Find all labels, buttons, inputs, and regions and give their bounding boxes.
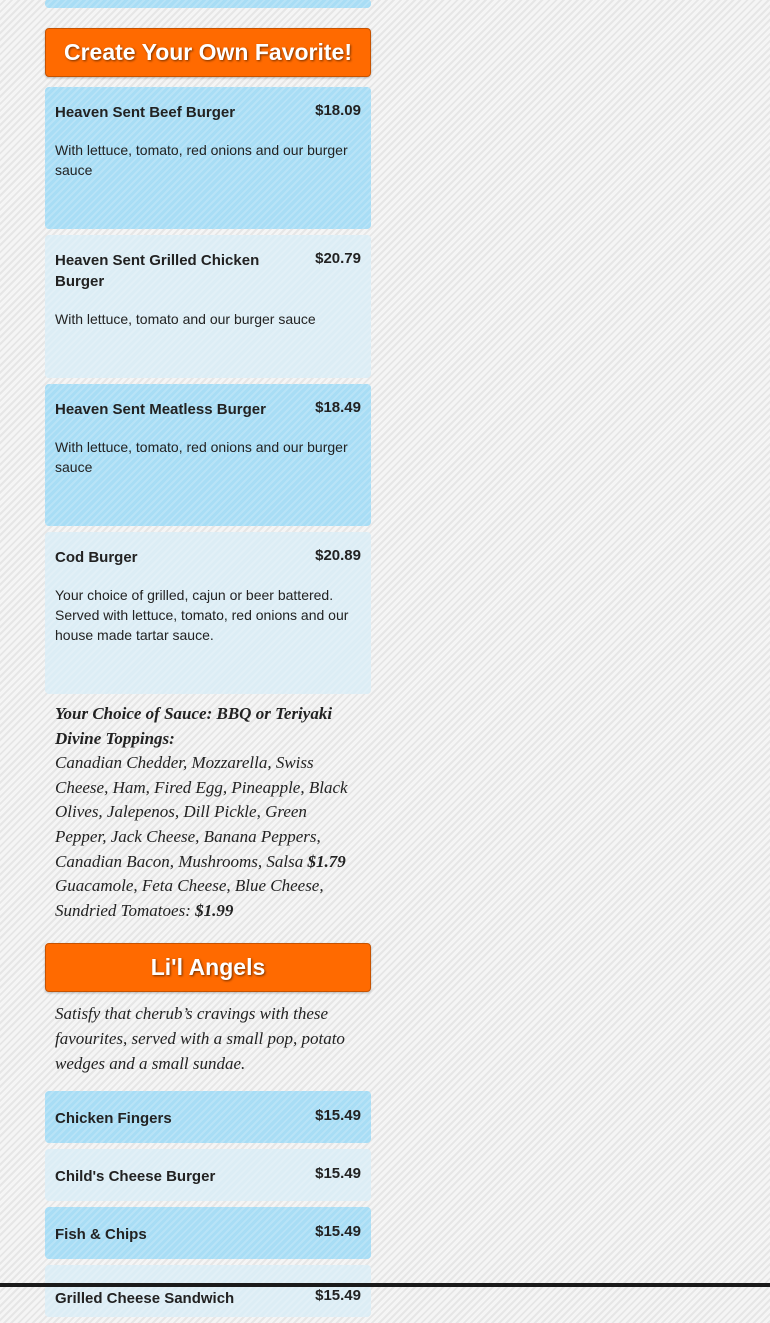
- menu-item-price: $18.49: [315, 399, 361, 416]
- menu-item-name: Grilled Cheese Sandwich: [55, 1290, 235, 1308]
- menu-item-name: Chicken Fingers: [55, 1110, 172, 1128]
- menu-item-name: Heaven Sent Meatless Burger: [55, 401, 266, 418]
- lil-angels-intro: Satisfy that cherub’s cravings with these favourites, served with a small pop, potato wedges and a small sundae.: [55, 1004, 345, 1073]
- menu-item-card[interactable]: [45, 235, 371, 378]
- menu-column: [45, 0, 371, 1323]
- menu-item-card[interactable]: [45, 87, 371, 229]
- menu-item-card[interactable]: [45, 532, 371, 694]
- kids-item-card[interactable]: [45, 1149, 371, 1201]
- toppings-heading: Divine Toppings:: [55, 728, 175, 748]
- menu-item-price: $15.49: [315, 1165, 361, 1183]
- toppings-price-standard: $1.79: [307, 851, 346, 871]
- menu-item-description: Your choice of grilled, cajun or beer battered. Served with lettuce, tomato, red onions and our house made tartar sauce.: [55, 587, 349, 643]
- menu-item-description: With lettuce, tomato, red onions and our burger sauce: [55, 142, 348, 178]
- menu-item-price: $15.49: [315, 1223, 361, 1241]
- toppings-price-premium: $1.99: [195, 900, 234, 920]
- previous-item-card-edge[interactable]: [45, 0, 371, 8]
- menu-item-price: $15.49: [315, 1287, 361, 1305]
- menu-item-price: $20.79: [315, 250, 361, 267]
- menu-item-description: With lettuce, tomato, red onions and our burger sauce: [55, 439, 348, 475]
- kids-item-card[interactable]: [45, 1091, 371, 1143]
- menu-item-name: Child's Cheese Burger: [55, 1168, 216, 1186]
- menu-item-name: Fish & Chips: [55, 1226, 147, 1244]
- menu-item-price: $18.09: [315, 102, 361, 119]
- kids-item-card[interactable]: [45, 1265, 371, 1317]
- kids-item-card[interactable]: [45, 1207, 371, 1259]
- section-banner-create-your-own: Create Your Own Favorite!: [45, 28, 371, 77]
- menu-item-price: $20.89: [315, 547, 361, 564]
- menu-item-name: Cod Burger: [55, 549, 138, 566]
- menu-item-card[interactable]: [45, 384, 371, 526]
- menu-item-name: Heaven Sent Grilled Chicken Burger: [55, 252, 260, 290]
- sauce-choice: Your Choice of Sauce: BBQ or Teriyaki: [55, 704, 333, 723]
- toppings-list-premium: Guacamole, Feta Cheese, Blue Cheese, Sundried Tomatoes:: [55, 876, 324, 920]
- menu-item-price: $15.49: [315, 1107, 361, 1125]
- section-banner-lil-angels: Li'l Angels: [45, 943, 371, 992]
- menu-item-description: With lettuce, tomato and our burger sauce: [55, 311, 316, 327]
- bottom-bar: [0, 1283, 770, 1287]
- menu-item-name: Heaven Sent Beef Burger: [55, 104, 236, 121]
- toppings-list-standard: Canadian Chedder, Mozzarella, Swiss Cheese, Ham, Fired Egg, Pineapple, Black Olives, Jalepenos, Dill Pickle, Green Pepper, Jack Cheese, Banana Peppers, Canadian Bacon, Mushrooms, Salsa: [55, 753, 348, 871]
- toppings-info: [45, 702, 371, 923]
